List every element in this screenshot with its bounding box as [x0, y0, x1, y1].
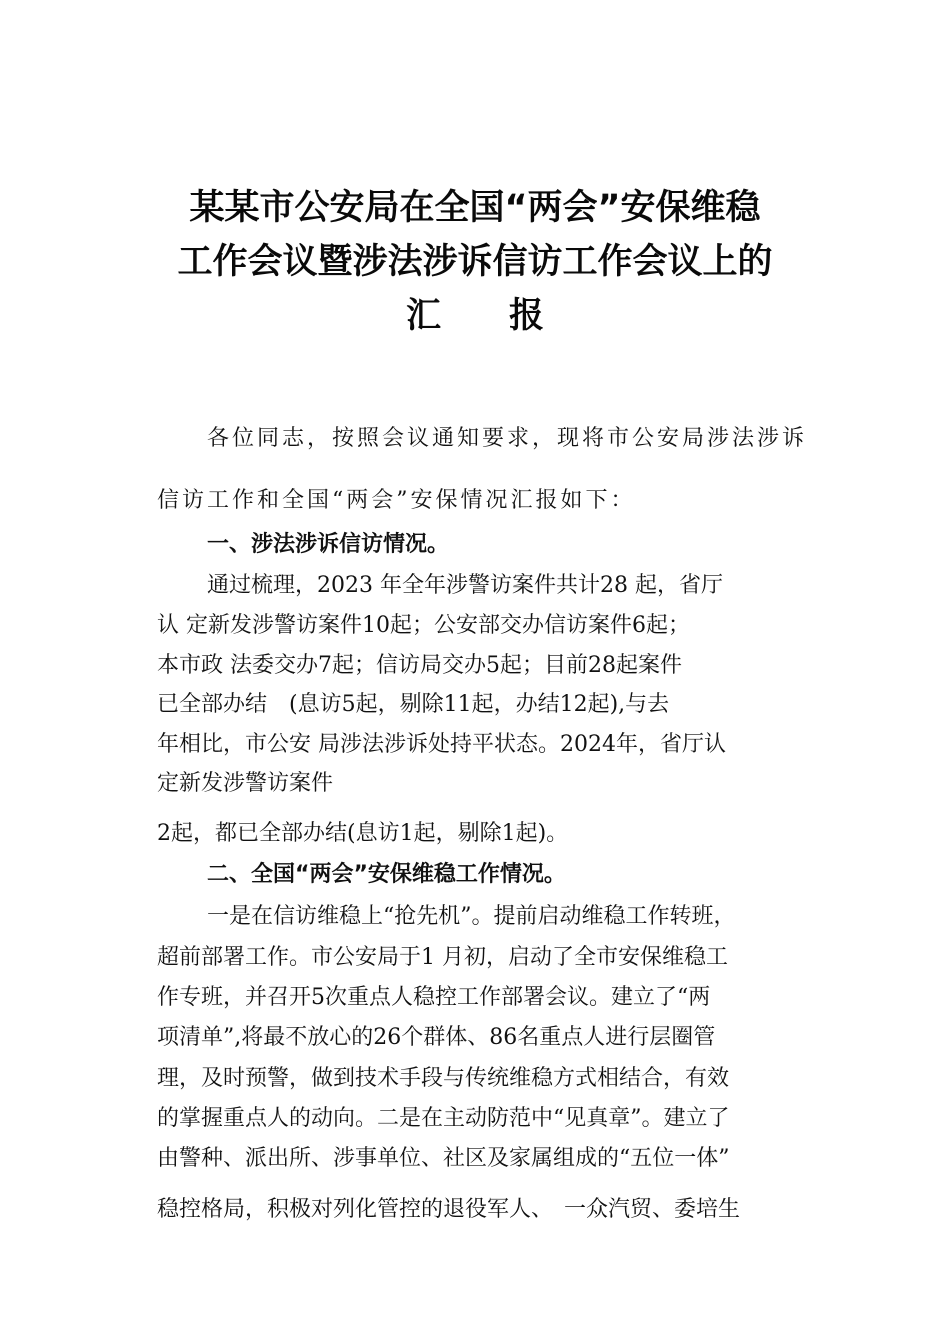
intro-line-2: 信访工作和全国“两会”安保情况汇报如下： — [157, 488, 636, 513]
paragraph-line: 由警种、派出所、涉事单位、社区及家属组成的“五位一体” — [157, 1146, 730, 1171]
paragraph-line: 作专班，并召开5次重点人稳控工作部署会议。建立了“两 — [157, 985, 711, 1010]
paragraph-line: 一是在信访维稳上“抢先机”。提前启动维稳工作转班， — [207, 904, 736, 929]
paragraph-line: 理，及时预警，做到技术手段与传统维稳方式相结合，有效 — [157, 1066, 730, 1091]
section-heading-1: 一、涉法涉诉信访情况。 — [207, 532, 450, 557]
document-title-line-3: 汇报 — [405, 296, 612, 336]
paragraph-line: 本市政 法委交办7起；信访局交办5起；目前28起案件 — [157, 653, 682, 678]
paragraph-line: 稳控格局，积极对列化管控的退役军人、 一众汽贸、委培生 — [157, 1197, 741, 1222]
paragraph-line: 通过梳理，2023 年全年涉警访案件共计28 起，省厅 — [207, 573, 723, 598]
intro-line-1: 各位同志，按照会议通知要求，现将市公安局涉法涉诉 — [207, 426, 808, 451]
document-title-line-1: 某某市公安局在全国“两会”安保维稳 — [189, 188, 761, 228]
paragraph-line: 2起，都已全部办结(息访1起，剔除1起)。 — [157, 821, 569, 846]
paragraph-line: 定新发涉警访案件 — [157, 771, 334, 796]
section-heading-2: 二、全国“两会”安保维稳工作情况。 — [207, 862, 566, 887]
paragraph-line: 超前部署工作。市公安局于1 月初，启动了全市安保维稳工 — [157, 945, 728, 970]
paragraph-line: 的掌握重点人的动向。二是在主动防范中“见真章”。建立了 — [157, 1106, 730, 1131]
paragraph-line: 已全部办结 (息访5起，剔除11起，办结12起),与去 — [157, 692, 670, 717]
document-title-line-2: 工作会议暨涉法涉诉信访工作会议上的 — [177, 242, 773, 282]
paragraph-line: 认 定新发涉警访案件10起；公安部交办信访案件6起； — [157, 613, 690, 638]
paragraph-line: 项清单”,将最不放心的26个群体、86名重点人进行层圈管 — [157, 1025, 716, 1050]
paragraph-line: 年相比，市公安 局涉法涉诉处持平状态。2024年，省厅认 — [157, 732, 726, 757]
